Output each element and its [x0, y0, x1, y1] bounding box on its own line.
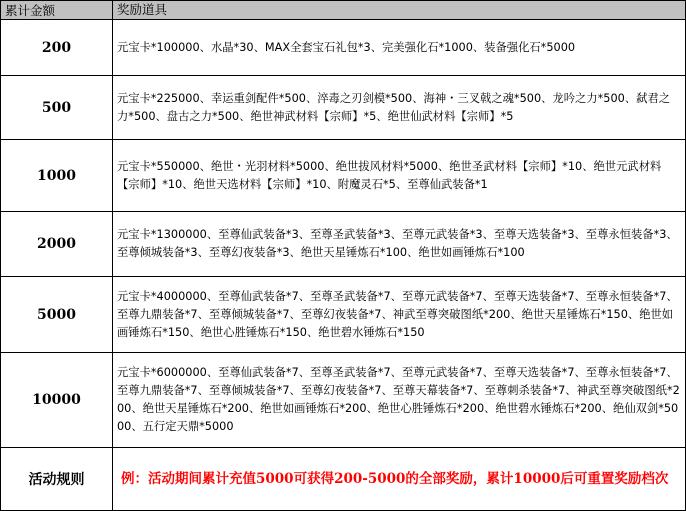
tier-rewards: [113, 20, 685, 75]
table-header-row: [1, 1, 685, 19]
rules-text: 例：活动期间累计充值5000可获得200-5000的全部奖励，累计10000后可重置奖励档次: [121, 471, 669, 487]
tier-rewards-text: 元宝卡*4000000、至尊仙武装备*7、至尊圣武装备*7、至尊元武装备*7、至尊天选装备*7、至尊永恒装备*7、至尊九鼎装备*7、至尊倾城装备*7、至尊幻夜装备*7、神武至尊突破图纸*200、绝世天星锤炼石*150、绝世如画锤炼石*150、绝世心胜锤炼石*150、绝世碧水锤炼石*150: [117, 289, 678, 339]
tier-rewards: [113, 212, 685, 276]
tier-row-2000: [1, 211, 685, 276]
tier-rewards: [113, 353, 685, 447]
tier-rewards-text: 元宝卡*100000、水晶*30、MAX全套宝石礼包*3、完美强化石*1000、装备强化石*5000: [117, 40, 576, 54]
tier-row-200: [1, 19, 685, 75]
tier-amount: 2000: [1, 212, 113, 276]
tier-rewards: [113, 76, 685, 139]
rules-row: [1, 447, 685, 510]
tier-rewards-text: 元宝卡*6000000、至尊仙武装备*7、至尊圣武装备*7、至尊元武装备*7、至尊天选装备*7、至尊永恒装备*7、至尊九鼎装备*7、至尊倾城装备*7、至尊幻夜装备*7、至尊天幕装备*7、至尊刺杀装备*7、神武至尊突破图纸*200、绝世天星锤炼石*200、绝世如画锤炼石*200、绝世心胜锤炼石*200、绝世碧水锤炼石*200、绝仙双剑*5000、五行定天鼎*5000: [117, 366, 680, 433]
tier-amount: 10000: [1, 353, 113, 447]
tier-amount: 5000: [1, 277, 113, 352]
tier-row-500: [1, 75, 685, 139]
rules-text-cell: [113, 448, 685, 510]
tier-rewards-text: 元宝卡*1300000、至尊仙武装备*3、至尊圣武装备*3、至尊元武装备*3、至尊天选装备*3、至尊永恒装备*3、至尊倾城装备*3、至尊幻夜装备*3、绝世天星锤炼石*100、绝世如画锤炼石*100: [117, 228, 678, 259]
header-rewards: 奖励道具: [113, 1, 685, 19]
tier-rewards-text: 元宝卡*550000、绝世・光羽材料*5000、绝世拔风材料*5000、绝世圣武材料【宗师】*10、绝世元武材料【宗师】*10、绝世天选材料【宗师】*10、附魔灵石*5、至尊仙武装备*1: [117, 159, 662, 191]
tier-rewards-text: 元宝卡*225000、幸运重剑配件*500、淬毒之刃剑模*500、海神・三叉戟之魂*500、龙吟之力*500、弑君之力*500、盘古之力*500、绝世神武材料【宗师】*5、绝世仙武材料【宗师】*5: [117, 91, 671, 123]
tier-row-1000: [1, 139, 685, 211]
tier-amount: 500: [1, 76, 113, 139]
header-amount: 累计金额: [1, 1, 113, 19]
tier-amount: 1000: [1, 140, 113, 211]
tier-amount: 200: [1, 20, 113, 75]
tier-rewards: [113, 277, 685, 352]
rules-label: 活动规则: [1, 448, 113, 510]
tier-row-10000: [1, 352, 685, 447]
tier-rewards: [113, 140, 685, 211]
tier-row-5000: [1, 276, 685, 352]
